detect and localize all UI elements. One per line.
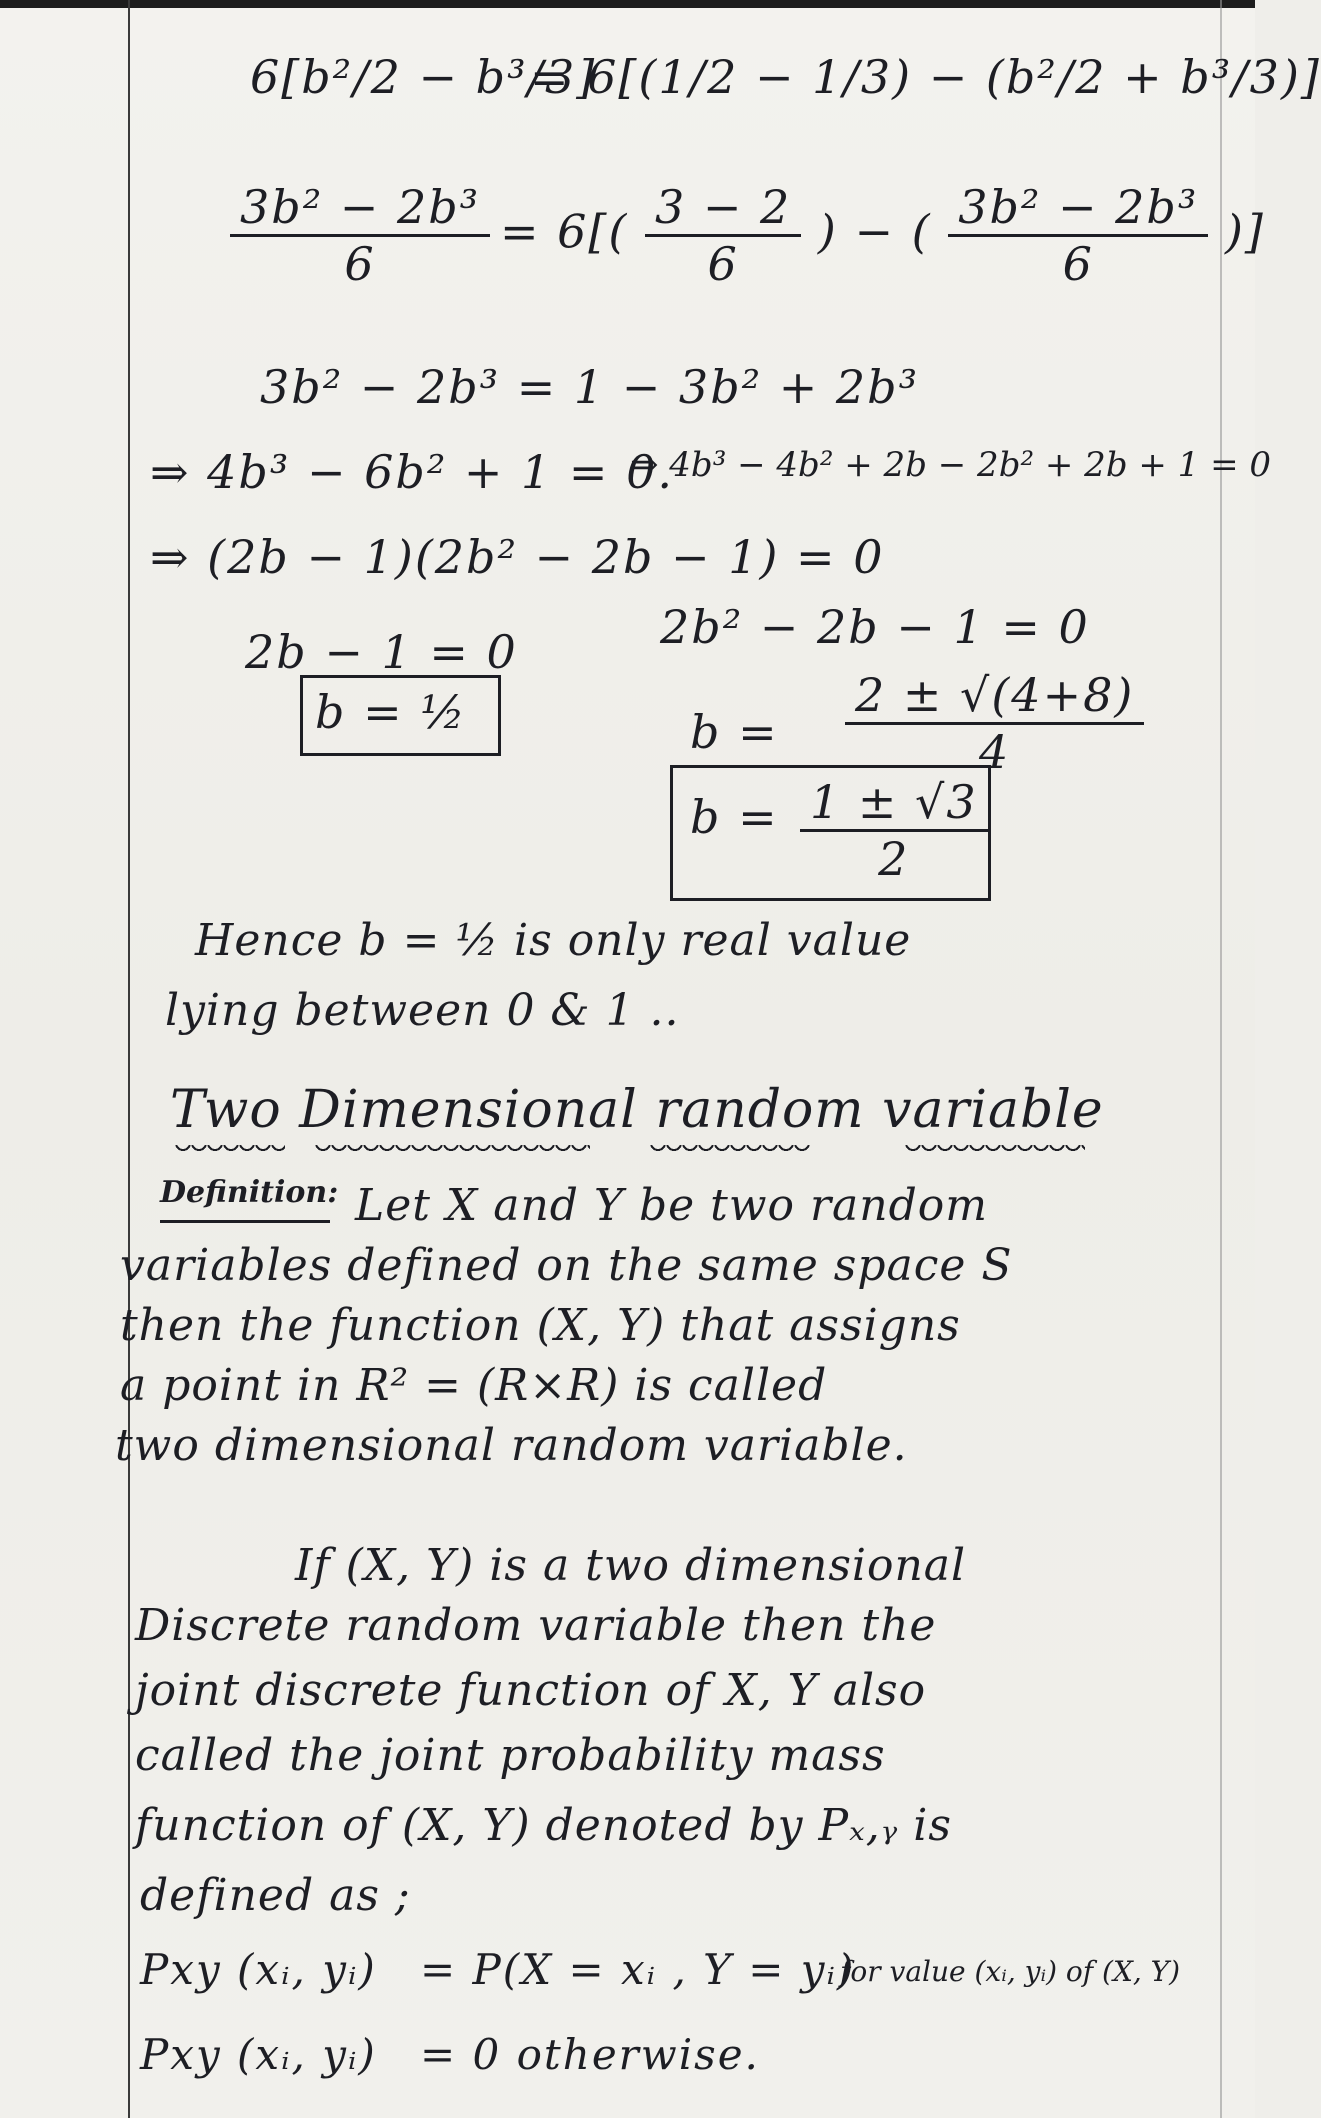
answer-box-1-text: b = ½	[315, 685, 467, 739]
heading-underline-1	[175, 1145, 285, 1155]
lhs-numerator: 3b² − 2b³	[230, 180, 490, 237]
paragraph-line-2: Discrete random variable then the	[135, 1600, 937, 1651]
equation-line-2-rhs: = 6[( $\frac{3 - 2}{6}$ ) − ( $\frac{\text{3b² − 2b³}}{6}$ )]	[500, 180, 1265, 291]
rhs-a-numerator: 3 − 2	[645, 180, 801, 237]
equation-line-1-rhs: = 6[(1/2 − 1/3) − (b²/2 + b³/3)]	[530, 50, 1321, 104]
quadratic-lhs: b =	[690, 705, 779, 759]
equation-line-6a: 2b − 1 = 0	[245, 625, 518, 679]
definition-line-2: variables defined on the same space S	[120, 1240, 1013, 1291]
quadratic-numerator: 2 ± √(4+8)	[845, 668, 1144, 725]
heading-underline-3	[650, 1145, 810, 1155]
definition-line-1: Let X and Y be two random	[355, 1180, 988, 1231]
answer-box-2-denominator: 2	[878, 832, 910, 886]
rhs-b-numerator: 3b² − 2b³	[948, 180, 1208, 237]
conclusion-line-1: Hence b = ½ is only real value	[195, 915, 912, 966]
lhs-denominator: 6	[344, 237, 376, 291]
formula-2-lhs: Pxy (xᵢ, yᵢ)	[140, 2030, 377, 2079]
definition-label: Definition:	[160, 1175, 339, 1210]
heading-underline-4	[905, 1145, 1085, 1155]
section-heading: Two Dimensional random variable	[170, 1080, 1104, 1140]
equation-line-2-lhs	[230, 180, 490, 291]
rhs-b-denominator: 6	[1062, 237, 1094, 291]
paragraph-line-3: joint discrete function of X, Y also	[135, 1665, 927, 1716]
formula-1-note: for value (xᵢ, yᵢ) of (X, Y)	[840, 1955, 1181, 1988]
paragraph-line-4: called the joint probability mass	[135, 1730, 886, 1781]
paragraph-line-6: defined as ;	[140, 1870, 411, 1921]
answer-box-2-fraction	[800, 775, 988, 886]
definition-line-3: then the function (X, Y) that assigns	[120, 1300, 961, 1351]
equation-line-4a: ⇒ 4b³ − 6b² + 1 = 0.	[150, 445, 674, 499]
paragraph-line-5: function of (X, Y) denoted by Pₓ,ᵧ is	[135, 1800, 952, 1851]
rhs-a-denominator: 6	[707, 237, 739, 291]
right-rule	[1220, 0, 1222, 2118]
formula-1-lhs: Pxy (xᵢ, yᵢ)	[140, 1945, 377, 1994]
page-top-edge	[0, 0, 1255, 8]
formula-1-rhs: = P(X = xᵢ , Y = yᵢ)	[420, 1945, 856, 1994]
answer-box-2-numerator: 1 ± √3	[800, 775, 988, 832]
margin-rule	[128, 0, 130, 2118]
conclusion-line-2: lying between 0 & 1 ..	[165, 985, 680, 1036]
quadratic-fraction	[845, 668, 1144, 779]
heading-underline-2	[315, 1145, 590, 1155]
definition-line-4: a point in R² = (R×R) is called	[120, 1360, 828, 1411]
formula-2-rhs: = 0 otherwise.	[420, 2030, 760, 2079]
equation-line-1-lhs: 6[b²/2 − b³/3]	[250, 50, 597, 104]
equation-line-6b: 2b² − 2b − 1 = 0	[660, 600, 1090, 654]
quadratic-denominator: 4	[979, 725, 1011, 779]
equation-line-3: 3b² − 2b³ = 1 − 3b² + 2b³	[260, 360, 920, 414]
equation-line-4b: ⇒ 4b³ − 4b² + 2b − 2b² + 2b + 1 = 0	[630, 445, 1272, 485]
definition-line-5: two dimensional random variable.	[115, 1420, 908, 1471]
answer-box-2-lhs: b =	[690, 790, 779, 844]
paragraph-line-1: If (X, Y) is a two dimensional	[295, 1540, 967, 1591]
equation-line-5: ⇒ (2b − 1)(2b² − 2b − 1) = 0	[150, 530, 885, 584]
definition-label-underline	[160, 1220, 330, 1223]
